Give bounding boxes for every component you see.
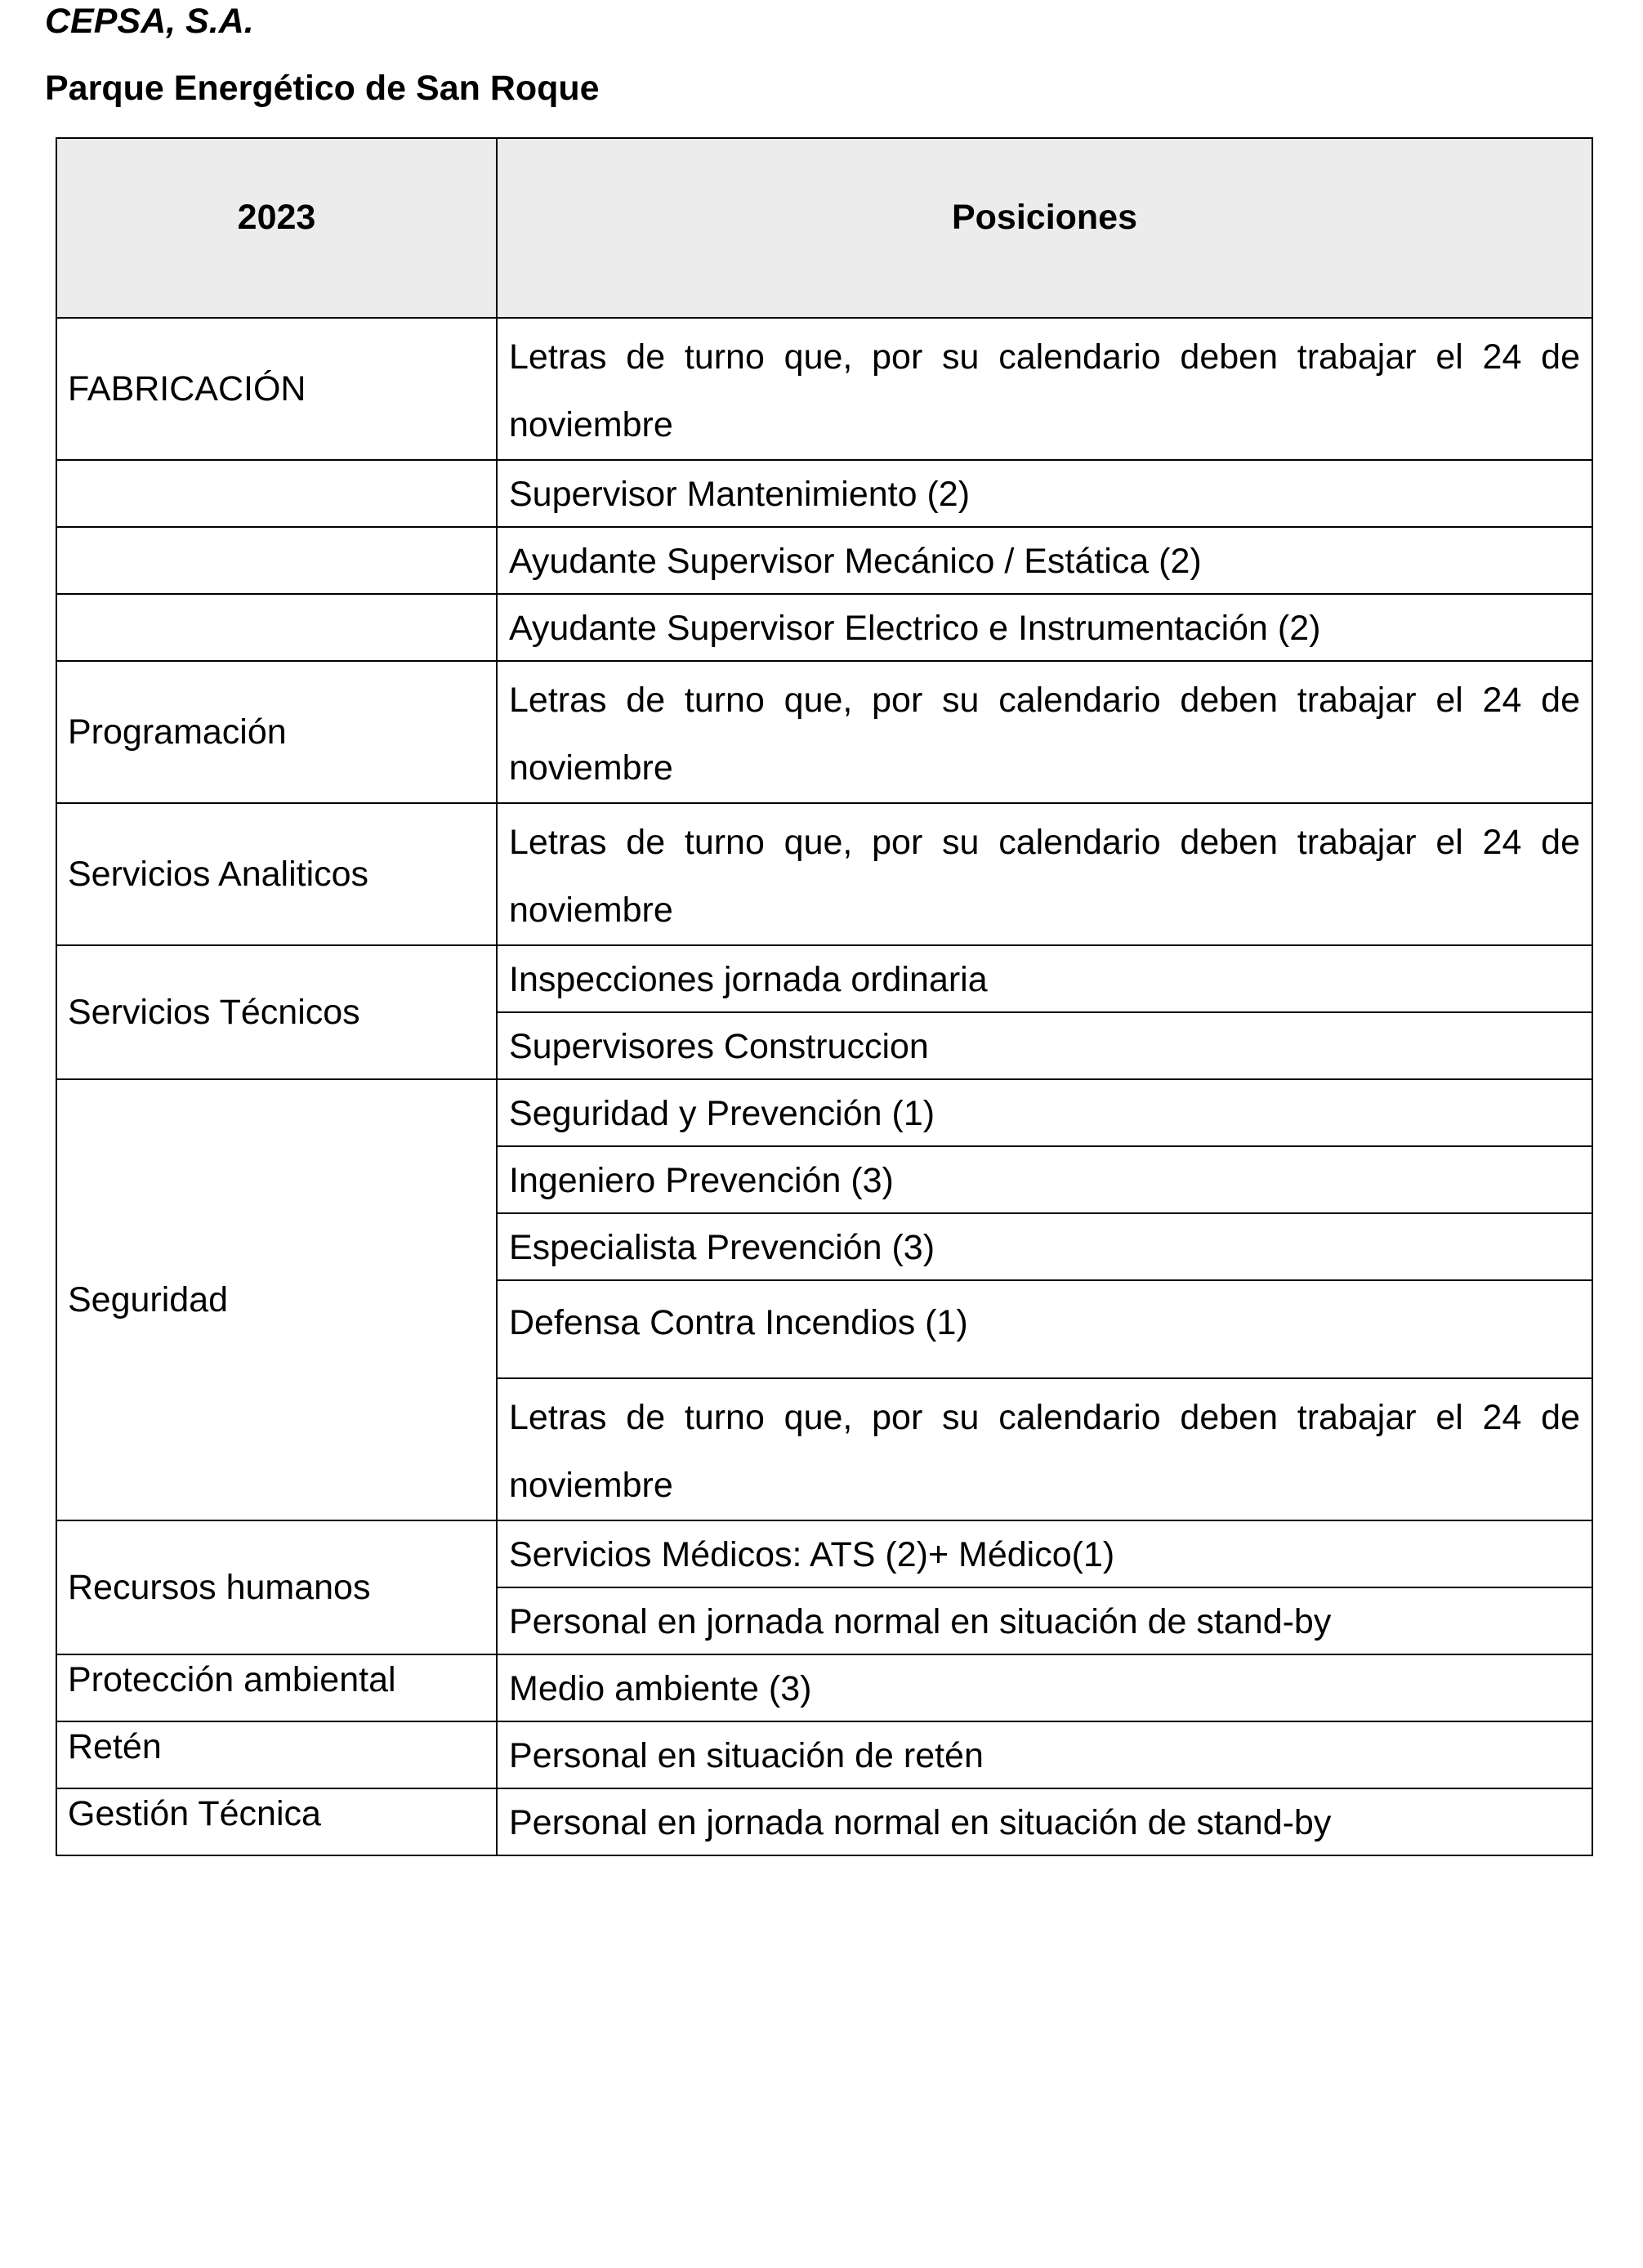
dept-programacion: Programación [56,661,497,803]
table-row [56,318,1592,460]
table-row [56,661,1592,803]
dept-servicios-tecnicos: Servicios Técnicos [56,945,497,1079]
position-cell: Especialista Prevención (3) [497,1213,1592,1280]
dept-reten: Retén [56,1721,497,1788]
dept-gestion-tecnica: Gestión Técnica [56,1788,497,1855]
table-row [56,594,1592,661]
table-row [56,1079,1592,1146]
table-row [56,1788,1592,1855]
position-cell: Ingeniero Prevención (3) [497,1146,1592,1213]
dept-seguridad: Seguridad [56,1079,497,1520]
position-cell: Supervisores Construccion [497,1012,1592,1079]
position-cell: Letras de turno que, por su calendario deben trabajar el 24 de noviembre [497,1378,1592,1520]
position-cell: Ayudante Supervisor Mecánico / Estática (2) [497,527,1592,594]
position-cell: Inspecciones jornada ordinaria [497,945,1592,1012]
positions-header: Posiciones [497,138,1592,318]
position-cell: Ayudante Supervisor Electrico e Instrumentación (2) [497,594,1592,661]
position-cell: Personal en situación de retén [497,1721,1592,1788]
table-row [56,527,1592,594]
table-row [56,1654,1592,1721]
dept-cell [56,527,497,594]
position-cell: Personal en jornada normal en situación de stand-by [497,1788,1592,1855]
table-row [56,803,1592,945]
position-cell: Letras de turno que, por su calendario deben trabajar el 24 de noviembre [497,661,1592,803]
dept-fabricacion: FABRICACIÓN [56,318,497,460]
dept-cell [56,460,497,527]
company-name: CEPSA, S.A. [45,2,254,41]
table-row [56,1721,1592,1788]
position-cell: Medio ambiente (3) [497,1654,1592,1721]
position-cell: Supervisor Mantenimiento (2) [497,460,1592,527]
position-cell: Personal en jornada normal en situación de stand-by [497,1587,1592,1654]
dept-proteccion-ambiental: Protección ambiental [56,1654,497,1721]
dept-cell [56,594,497,661]
position-cell: Seguridad y Prevención (1) [497,1079,1592,1146]
dept-recursos-humanos: Recursos humanos [56,1520,497,1654]
table-header-row [56,138,1592,318]
dept-servicios-analiticos: Servicios Analiticos [56,803,497,945]
positions-table [56,137,1593,1856]
position-cell: Servicios Médicos: ATS (2)+ Médico(1) [497,1520,1592,1587]
table-row [56,945,1592,1012]
table-row [56,1520,1592,1587]
year-header: 2023 [56,138,497,318]
position-cell: Letras de turno que, por su calendario deben trabajar el 24 de noviembre [497,803,1592,945]
site-name: Parque Energético de San Roque [45,69,600,108]
table-row [56,460,1592,527]
position-cell: Letras de turno que, por su calendario deben trabajar el 24 de noviembre [497,318,1592,460]
position-cell: Defensa Contra Incendios (1) [497,1280,1592,1378]
